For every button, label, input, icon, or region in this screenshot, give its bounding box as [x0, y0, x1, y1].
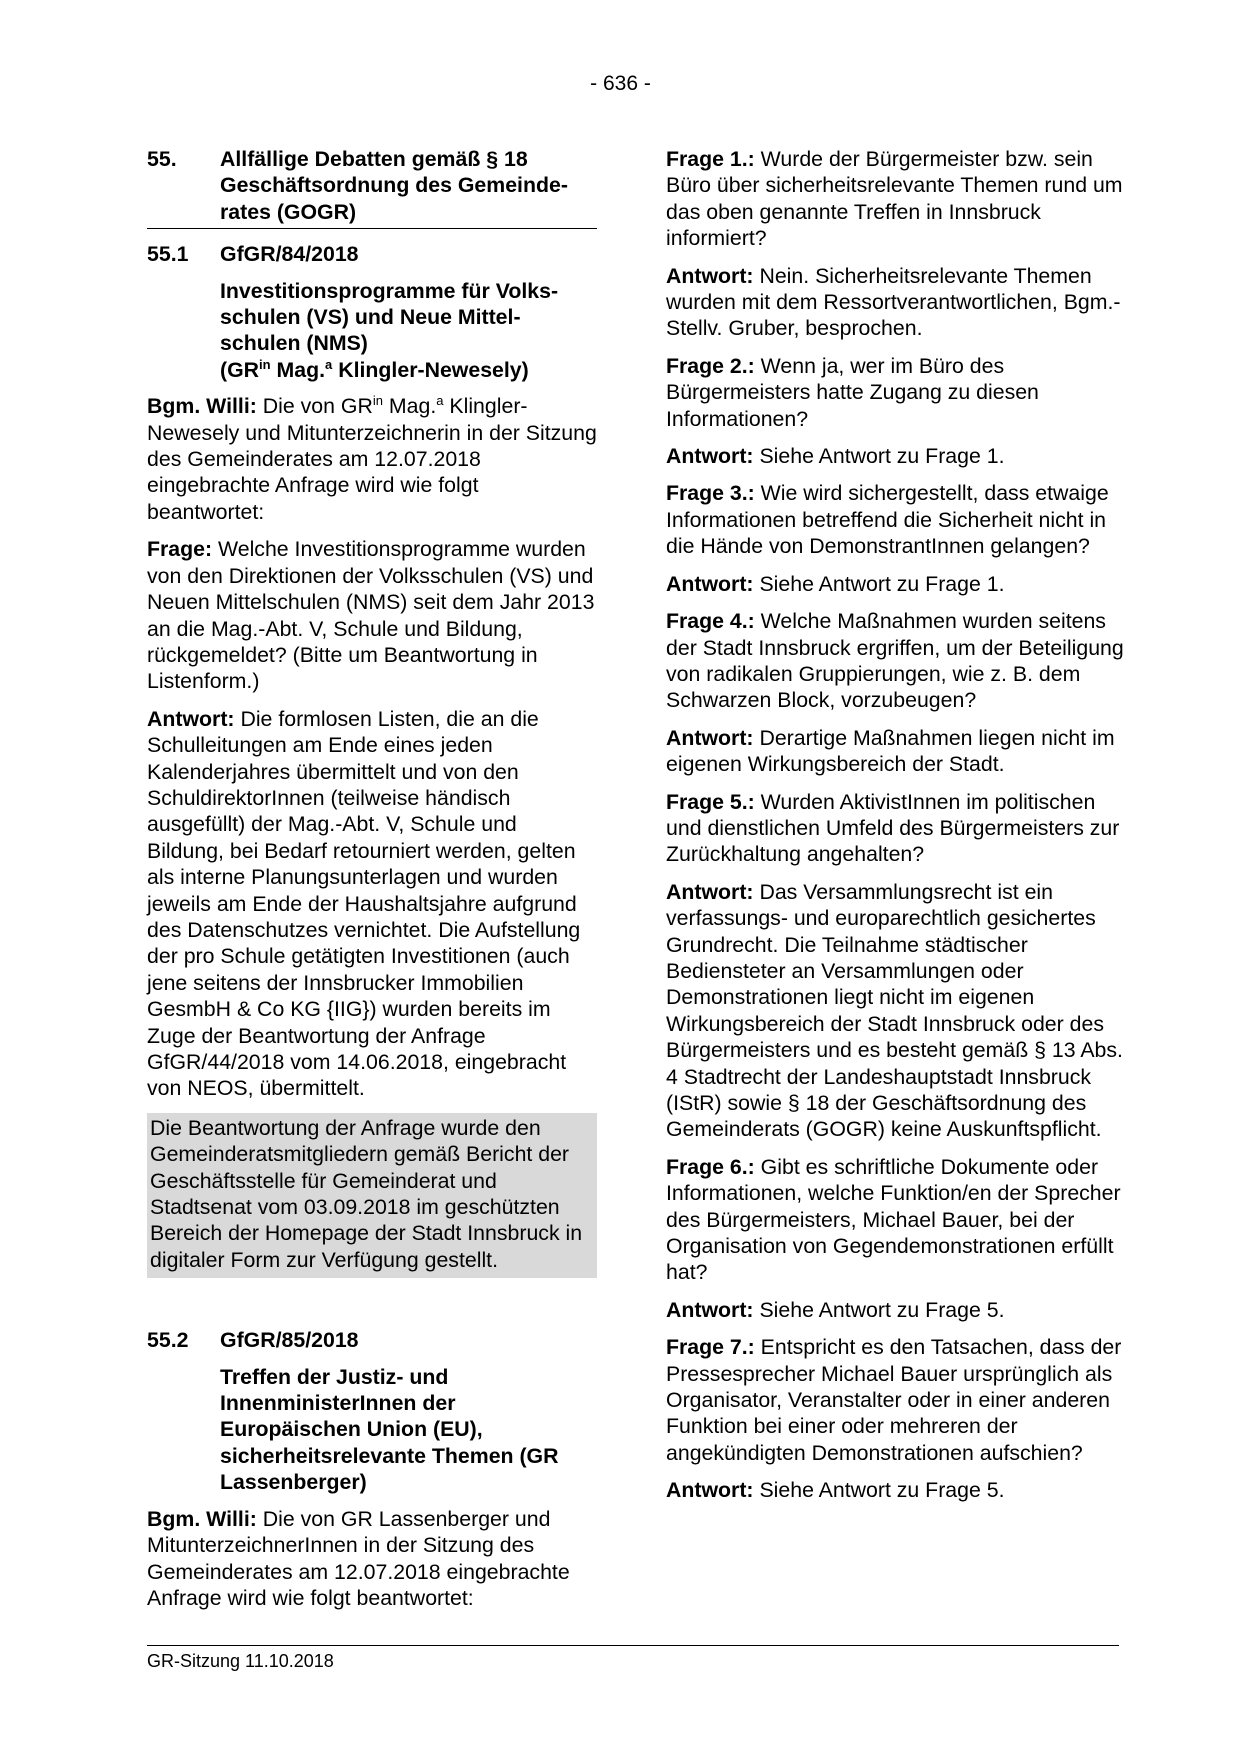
page-footer: GR-Sitzung 11.10.2018 — [147, 1645, 1119, 1672]
section-number: 55. — [147, 147, 177, 171]
subsection-author: ($GR^{in}$ Mag.$^a$ Klingler-Newesely) — [220, 356, 529, 382]
qa-paragraph: Frage 1.: Wurde der Bürgermeister bzw. sein Büro über sicherheitsrelevante Themen rund um das oben genannte Treffen in Innsbruck informiert? — [666, 147, 1123, 251]
gray-note-box: Die Beantwortung der Anfrage wurde den Gemeinderatsmitgliedern gemäß Bericht der Geschäftsstelle für Gemeinderat und Stadtsenat vom 03.09.2018 im geschützten Bereich der Homepage der Stadt Innsbruck in digitaler Form zur Verfügung gestellt. — [147, 1113, 597, 1278]
right-column — [666, 146, 1128, 1515]
qa-paragraph: Frage 2.: Wenn ja, wer im Büro des Bürgermeisters hatte Zugang zu diesen Informationen? — [666, 353, 1039, 431]
qa-paragraph: Antwort: Siehe Antwort zu Frage 1. — [666, 444, 1005, 469]
qa-paragraph: Antwort: Siehe Antwort zu Frage 1. — [666, 571, 1005, 596]
qa-paragraph: Frage 5.: Wurden AktivistInnen im politischen und dienstlichen Umfeld des Bürgermeisters zur Zurückhaltung angehalten? — [666, 789, 1120, 867]
answer-paragraph — [147, 706, 597, 1102]
speaker-label: Bgm. Willi: — [147, 1506, 257, 1531]
question-paragraph — [147, 536, 597, 694]
qa-paragraph: Antwort: Nein. Sicherheitsrelevante Themen wurden mit dem Ressortverantwortlichen, Bgm.-Stellv. Gruber, besprochen. — [666, 263, 1121, 341]
qa-paragraph: Antwort: Siehe Antwort zu Frage 5. — [666, 1297, 1005, 1322]
question-label: Frage: — [147, 537, 213, 562]
subsection-number: 55.2 — [147, 1328, 189, 1353]
section-55-heading — [147, 146, 597, 229]
qa-paragraph: Antwort: Das Versammlungsrecht ist ein verfassungs- und europarechtlich gesichertes Grundrecht. Die Teilnahme städtischer Bediensteter an Versammlungen oder Demonstrationen liegt nicht im eigenen Wirkungsbereich der Stadt Innsbruck oder des Bürgermeisters und es besteht gemäß § 13 Abs. 4 Stadtrecht der Landeshauptstadt Innsbruck (IStR) sowie § 18 der Geschäftsordnung des Gemeinderats (GOGR) keine Auskunftspflicht. — [666, 879, 1123, 1142]
subsection-title: Treffen der Justiz- und InnenministerInnen der Europäischen Union (EU), sicherheitsrelevante Themen (GR Lassenberger) — [220, 1364, 559, 1495]
qa-paragraph: Frage 7.: Entspricht es den Tatsachen, dass der Pressesprecher Michael Bauer ursprünglich als Organisator, Veranstalter oder in einer anderen Funktion bei einer oder mehreren der angekündigten Demonstrationen aufschien? — [666, 1335, 1122, 1465]
qa-paragraph: Frage 4.: Welche Maßnahmen wurden seitens der Stadt Innsbruck ergriffen, um der Beteiligung von radikalen Gruppierungen, wie z. B. dem Schwarzen Block, vorzubeugen? — [666, 609, 1124, 713]
qa-paragraph: Frage 3.: Wie wird sichergestellt, dass etwaige Informationen betreffend die Sicherheit nicht in die Hände von DemonstrantInnen gelangen? — [666, 481, 1109, 559]
left-column — [147, 146, 597, 1622]
subsection-title-text: Investitionsprogramme für Volks-schulen (VS) und Neue Mittel-schulen (NMS) — [220, 278, 559, 356]
subsection-title — [220, 278, 597, 384]
answer-text: Die formlosen Listen, die an die Schulleitungen am Ende eines jeden Kalenderjahres übermittelt und von den SchuldirektorInnen (teilweise händisch ausgefüllt) der Mag.-Abt. V, Schule und Bildung, bei Bedarf retourniert werden, gelten als interne Planungsunterlagen und wurden jeweils am Ende der Haushaltsjahre aufgrund des Datenschutzes vernichtet. Die Aufstellung der pro Schule getätigten Investitionen (auch jene seitens der Innsbrucker Immobilien GesmbH & Co KG {IIG}) wurden bereits im Zuge der Beantwortung der Anfrage GfGR/44/2018 vom 14.06.2018, eingebracht von NEOS, übermittelt. — [147, 706, 581, 1101]
intro-paragraph: Bgm. Willi: Die von $GR^{in}$ Mag.$^a$ Klingler-Newesely und Mitunterzeichnerin in der Sitzung des Gemeinderates am 12.07.2018 eingebrachte Anfrage wird wie folgt beantwortet: — [147, 393, 597, 524]
intro-paragraph: Bgm. Willi: Die von GR Lassenberger und MitunterzeichnerInnen in der Sitzung des Gemeinderates am 12.07.2018 eingebrachte Anfrage wird wie folgt beantwortet: — [147, 1506, 570, 1610]
speaker-label: Bgm. Willi: — [147, 394, 257, 419]
subsection-code: GfGR/84/2018 — [220, 242, 359, 267]
answer-label: Antwort: — [147, 706, 235, 731]
qa-paragraph: Frage 6.: Gibt es schriftliche Dokumente oder Informationen, welche Funktion/en der Sprecher des Bürgermeisters, Michael Bauer, bei der Organisation von Gegendemonstrationen erfüllt hat? — [666, 1154, 1121, 1285]
qa-paragraph: Antwort: Derartige Maßnahmen liegen nicht im eigenen Wirkungsbereich der Stadt. — [666, 725, 1115, 777]
qa-paragraph: Antwort: Siehe Antwort zu Frage 5. — [666, 1478, 1005, 1503]
section-title: Allfällige Debatten gemäß § 18 Geschäftsordnung des Gemeinde-rates (GOGR) — [220, 147, 568, 224]
section-55-1-heading — [147, 241, 597, 267]
question-text: Welche Investitionsprogramme wurden von den Direktionen der Volksschulen (VS) und Neuen Mittelschulen (NMS) seit dem Jahr 2013 an die Mag.-Abt. V, Schule und Bildung, rückgemeldet? (Bitte um Beantwortung in Listenform.) — [147, 537, 595, 694]
subsection-code: GfGR/85/2018 — [220, 1328, 359, 1353]
section-55-2-heading — [147, 1327, 597, 1353]
subsection-number: 55.1 — [147, 242, 189, 267]
page-number: - 636 - — [590, 72, 651, 95]
